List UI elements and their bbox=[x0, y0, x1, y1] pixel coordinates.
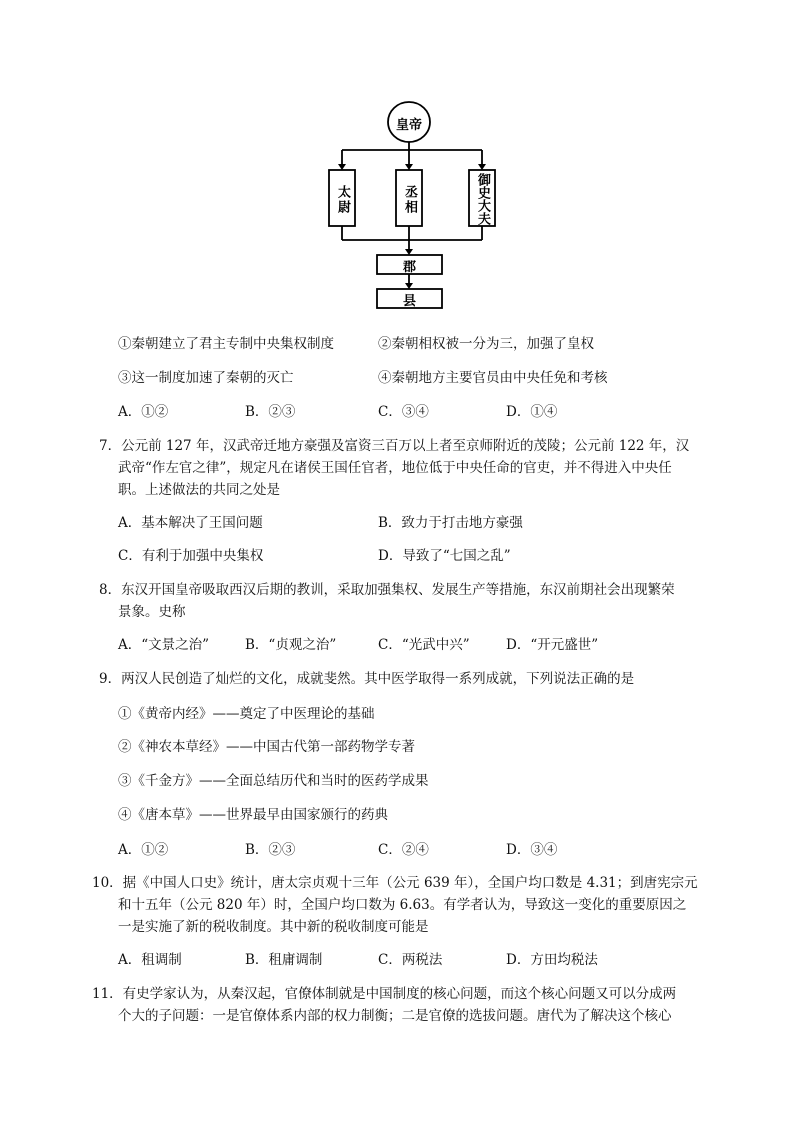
q6-statement-1: ①秦朝建立了君主专制中央集权制度 bbox=[118, 336, 334, 352]
q6-statement-3: ③这一制度加速了秦朝的灭亡 bbox=[118, 370, 294, 386]
q8-option-c[interactable]: C．“光武中兴” bbox=[378, 637, 470, 653]
qin-government-diagram bbox=[0, 0, 794, 320]
q8-stem-line-1: 8．东汉开国皇帝吸取西汉后期的教训，采取加强集权、发展生产等措施，东汉前期社会出现繁荣 bbox=[99, 582, 675, 598]
q9-option-a[interactable]: A．①② bbox=[118, 842, 169, 858]
q10-stem-line-1: 10．据《中国人口史》统计，唐太宗贞观十三年（公元 639 年），全国户均口数是 4.31；到唐宪宗元 bbox=[92, 875, 698, 891]
q8-option-a[interactable]: A．“文景之治” bbox=[118, 637, 210, 653]
q7-option-d[interactable]: D．导致了“七国之乱” bbox=[378, 548, 511, 564]
q11-stem-line-1: 11．有史学家认为，从秦汉起，官僚体制就是中国制度的核心问题，而这个核心问题又可以分成两 bbox=[92, 986, 677, 1002]
q6-option-b[interactable]: B．②③ bbox=[245, 404, 296, 420]
q8-option-d[interactable]: D．“开元盛世” bbox=[506, 637, 599, 653]
q10-stem-line-3: 一是实施了新的税收制度。其中新的税收制度可能是 bbox=[118, 919, 429, 935]
q10-option-c[interactable]: C．两税法 bbox=[378, 952, 443, 968]
official-taiwei-label: 太尉 bbox=[335, 185, 350, 215]
q10-option-d[interactable]: D．方田均税法 bbox=[506, 952, 598, 968]
q8-stem-line-2: 景象。史称 bbox=[118, 604, 186, 620]
commandery-label: 郡 bbox=[402, 260, 416, 275]
q7-option-a[interactable]: A．基本解决了王国问题 bbox=[118, 515, 263, 531]
q6-option-d[interactable]: D．①④ bbox=[506, 404, 558, 420]
q9-stem: 9．两汉人民创造了灿烂的文化，成就斐然。其中医学取得一系列成就，下列说法正确的是 bbox=[99, 671, 635, 687]
q6-option-c[interactable]: C．③④ bbox=[378, 404, 429, 420]
official-yushidafu-label: 御史大夫 bbox=[475, 173, 490, 225]
q9-option-d[interactable]: D．③④ bbox=[506, 842, 558, 858]
q9-item-2: ②《神农本草经》——中国古代第一部药物学专著 bbox=[118, 739, 415, 755]
q7-stem-line-1: 7．公元前 127 年，汉武帝迁地方豪强及富资三百万以上者至京师附近的茂陵；公元前 122 年，汉 bbox=[99, 438, 690, 454]
q9-item-3: ③《千金方》——全面总结历代和当时的医药学成果 bbox=[118, 773, 429, 789]
q9-option-c[interactable]: C．②④ bbox=[378, 842, 429, 858]
q6-option-a[interactable]: A．①② bbox=[118, 404, 169, 420]
emperor-label: 皇帝 bbox=[395, 118, 422, 133]
q9-item-1: ①《黄帝内经》——奠定了中医理论的基础 bbox=[118, 706, 375, 722]
q9-item-4: ④《唐本草》——世界最早由国家颁行的药典 bbox=[118, 807, 388, 823]
q7-option-b[interactable]: B．致力于打击地方豪强 bbox=[378, 515, 523, 531]
q7-option-c[interactable]: C．有利于加强中央集权 bbox=[118, 548, 264, 564]
q10-option-a[interactable]: A．租调制 bbox=[118, 952, 182, 968]
q7-stem-line-3: 职。上述做法的共同之处是 bbox=[118, 482, 280, 498]
county-label: 县 bbox=[402, 294, 416, 309]
q7-stem-line-2: 武帝“作左官之律”，规定凡在诸侯王国任官者，地位低于中央任命的官吏，并不得进入中央任 bbox=[118, 460, 672, 476]
q6-statement-2: ②秦朝相权被一分为三，加强了皇权 bbox=[378, 336, 594, 352]
q9-option-b[interactable]: B．②③ bbox=[245, 842, 296, 858]
q10-option-b[interactable]: B．租庸调制 bbox=[245, 952, 323, 968]
q6-statement-4: ④秦朝地方主要官员由中央任免和考核 bbox=[378, 370, 608, 386]
q10-stem-line-2: 和十五年（公元 820 年）时，全国户均口数为 6.63。有学者认为，导致这一变化的重要原因之 bbox=[118, 897, 687, 913]
q8-option-b[interactable]: B．“贞观之治” bbox=[245, 637, 337, 653]
q11-stem-line-2: 个大的子问题：一是官僚体系内部的权力制衡；二是官僚的选拔问题。唐代为了解决这个核心 bbox=[118, 1008, 672, 1024]
official-chengxiang-label: 丞相 bbox=[402, 185, 417, 215]
